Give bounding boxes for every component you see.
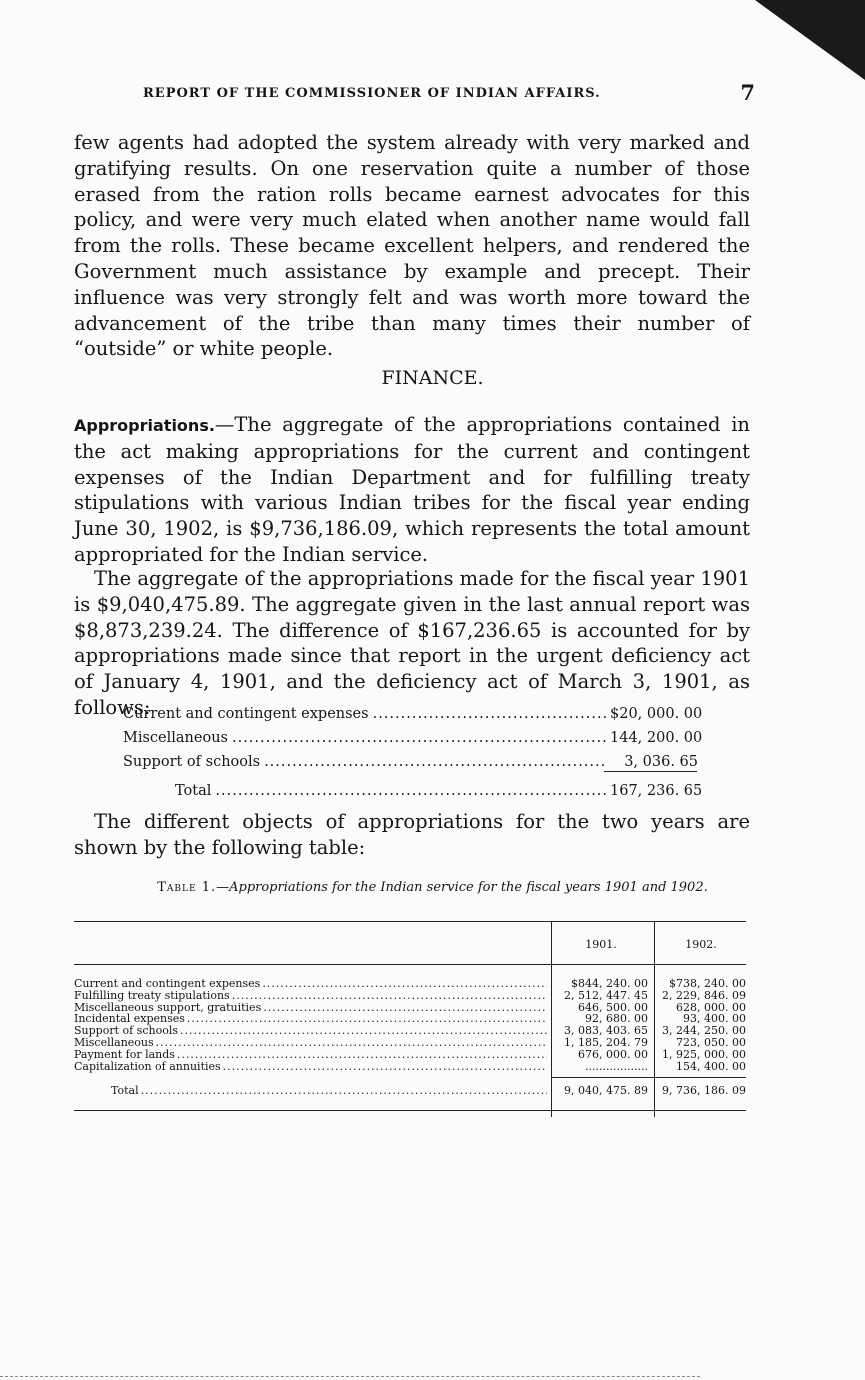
deficiency-row (123, 726, 703, 750)
table-caption-text: —Appropriations for the Indian service for the fiscal years 1901 and 1902. (216, 880, 708, 895)
deficiency-label: Miscellaneous (123, 730, 228, 746)
paragraph-table-intro: The different objects of appropriations for the two years are shown by the following table: (74, 810, 750, 859)
page-number: 7 (740, 80, 755, 105)
paragraph-appropriations (74, 412, 750, 568)
total-1902: 9, 736, 186. 09 (662, 1084, 746, 1098)
paragraph-aggregate-1901: The aggregate of the appropriations made for the fiscal year 1901 is $9,040,475.89. The aggregate given in the last annual report was $8,873,239.24. The difference of $167,236.65 is accounted for by appropriations made since that report in the urgent deficiency act of January 4, 1901, and the deficiency act of March 3, 1901, as follows: (74, 567, 750, 719)
cell-1902: $738, 240. 00 (669, 977, 746, 990)
table-row (74, 1037, 746, 1049)
deficiency-amount: 3, 036. 65 (624, 754, 698, 770)
running-header (143, 80, 755, 105)
cell-1902: 93, 400. 00 (683, 1012, 746, 1026)
row-label: Current and contingent expenses (74, 977, 261, 990)
cell-1902: 723, 050. 00 (676, 1035, 746, 1049)
sum-rule (604, 771, 697, 772)
table-header (74, 921, 746, 965)
cell-1901: 1, 185, 204. 79 (564, 1035, 648, 1049)
cell-1901: 3, 083, 403. 65 (564, 1024, 648, 1038)
cell-1901: 646, 500. 00 (578, 1000, 648, 1014)
cell-1901: .................. (585, 1059, 648, 1073)
cell-1902: 1, 925, 000. 00 (662, 1047, 746, 1061)
cell-1902: 2, 229, 846. 09 (662, 988, 746, 1002)
cell-1901: 2, 512, 447. 45 (564, 988, 648, 1002)
cell-1901: 676, 000. 00 (578, 1047, 648, 1061)
deficiency-total-row (123, 779, 703, 803)
appropriations-table (74, 921, 746, 1111)
page-edge-rule (0, 1376, 700, 1377)
row-label: Payment for lands (74, 1047, 175, 1061)
paragraph-continued: few agents had adopted the system already with very marked and gratifying results. On one reservation quite a number of those erased from the ration rolls became earnest advocates for this policy, and were very much elated when another name would fall from the rolls. These became excellent helpers, and rendered the Government much assistance by example and precept. Their influence was very strongly felt and was worth more toward the advancement of the tribe than many times their number of “outside” or white people. (74, 131, 750, 361)
deficiency-total-label: Total (175, 783, 212, 799)
leader-dots (215, 779, 606, 803)
section-heading-finance: FINANCE. (381, 367, 484, 389)
total-label: Total (111, 1084, 139, 1098)
leader-dots (262, 978, 547, 990)
deficiency-total-amount: 167, 236. 65 (610, 783, 703, 799)
deficiency-label: Support of schools (123, 754, 261, 770)
leader-dots (187, 1013, 547, 1025)
column-header-1902: 1902. (685, 938, 717, 951)
leader-dots (156, 1037, 547, 1049)
deficiency-label: Current and contingent expenses (123, 706, 369, 722)
leader-dots (141, 1078, 547, 1110)
leader-dots (263, 1002, 547, 1014)
table-body (74, 965, 746, 1072)
paragraph-lead-appropriations: Appropriations. (74, 416, 215, 435)
leader-dots (223, 1061, 547, 1073)
cell-1902: 3, 244, 250. 00 (662, 1024, 746, 1038)
row-label: Fulfilling treaty stipulations (74, 988, 230, 1002)
row-label: Incidental expenses (74, 1012, 185, 1026)
leader-dots (232, 990, 547, 1002)
row-label: Capitalization of annuities (74, 1059, 221, 1073)
leader-dots (264, 750, 606, 774)
table-caption (0, 880, 865, 895)
row-label: Miscellaneous support, gratuities (74, 1000, 262, 1014)
deficiency-amount: 144, 200. 00 (610, 730, 703, 746)
table-total-row (74, 1078, 746, 1111)
leader-dots (232, 726, 606, 750)
row-label: Support of schools (74, 1024, 178, 1038)
column-header-1901: 1901. (585, 938, 617, 951)
deficiency-row (123, 702, 703, 726)
scan-corner-shadow (755, 0, 865, 80)
table-caption-number: Table 1. (157, 880, 217, 895)
cell-1902: 154, 400. 00 (676, 1059, 746, 1073)
table-row (74, 990, 746, 1002)
total-1901: 9, 040, 475. 89 (564, 1084, 648, 1098)
cell-1901: $844, 240. 00 (571, 977, 648, 990)
row-label: Miscellaneous (74, 1035, 154, 1049)
paragraph-appropriations-text: —The aggregate of the appropriations contained in the act making appropriations for the current and contingent expenses of the Indian Department and for fulfilling treaty stipulations with various Indian tribes for the fiscal year ending June 30, 1902, is $9,736,186.09, which represents the total amount appropriated for the Indian service. (74, 413, 750, 566)
table-row (74, 1061, 746, 1073)
leader-dots (177, 1049, 547, 1061)
deficiency-amount: $20, 000. 00 (610, 706, 703, 722)
table-row (74, 1049, 746, 1061)
leader-dots (373, 702, 606, 726)
cell-1901: 92, 680. 00 (585, 1012, 648, 1026)
leader-dots (180, 1025, 547, 1037)
header-title: REPORT OF THE COMMISSIONER OF INDIAN AFFAIRS. (143, 86, 601, 101)
deficiency-breakdown (123, 702, 703, 803)
cell-1902: 628, 000. 00 (676, 1000, 746, 1014)
